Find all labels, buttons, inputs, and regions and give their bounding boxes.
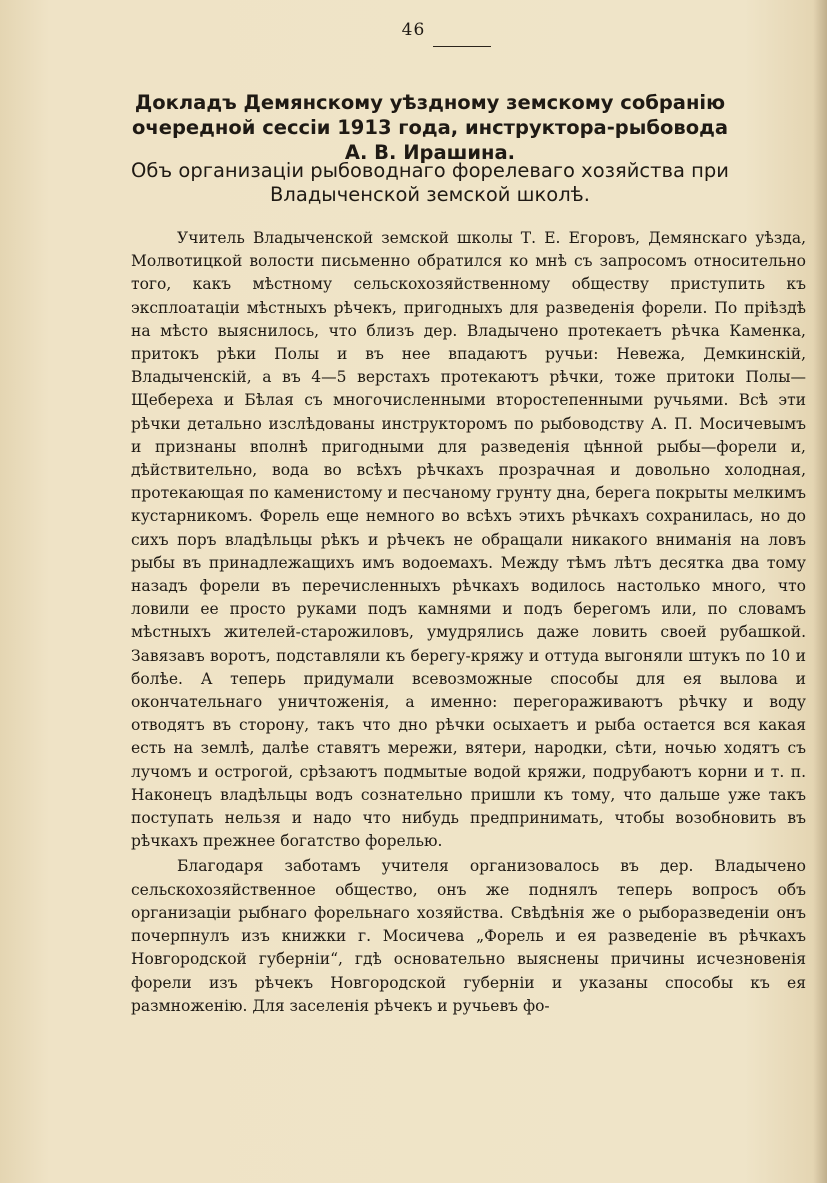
page-number: 46 (401, 20, 426, 40)
report-title: Докладъ Демянскому уѣздному земскому собранію очередной сессіи 1913 года, инструктора-рыбовода А. В. Ирашина. (131, 91, 729, 164)
paragraph-1: Учитель Владыченской земской школы Т. Е. Егоровъ, Демянскаго уѣзда, Молвотицкой волости письменно обратился ко мнѣ съ запросомъ относительно того, какъ мѣстному сельскохозяйственному обществу приступить къ эксплоатаціи мѣстныхъ рѣчекъ, пригодныхъ для разведенія форели. По пріѣздѣ на мѣсто выяснилось, что близъ дер. Владычено протекаетъ рѣчка Каменка, притокъ рѣки Полы и въ нее впадаютъ ручьи: Невежа, Демкинскій, Владыченскій, а въ 4—5 верстахъ протекаютъ рѣчки, тоже притоки Полы—Щебереха и Бѣлая съ многочисленными второстепенными ручьями. Всѣ эти рѣчки детально изслѣдованы инструкторомъ по рыбоводству А. П. Мосичевымъ и признаны вполнѣ пригодными для разведенія цѣнной рыбы—форели и, дѣйствительно, вода во всѣхъ рѣчкахъ прозрачная и довольно холодная, протекающая по каменистому и песчаному грунту дна, берега покрыты мелкимъ кустарникомъ. Форель еще немного во всѣхъ этихъ рѣчкахъ сохранилась, но до сихъ поръ владѣльцы рѣкъ и рѣчекъ не обращали никакого вниманія на ловъ рыбы въ принадлежащихъ имъ водоемахъ. Между тѣмъ лѣтъ десятка два тому назадъ форели въ перечисленныхъ рѣчкахъ водилось настолько много, что ловили ее просто руками подъ камнями и подъ берегомъ или, по словамъ мѣстныхъ жителей-старожиловъ, умудрялись даже ловить своей рубашкой. Завязавъ воротъ, подставляли къ берегу-кряжу и оттуда выгоняли штукъ по 10 и болѣе. А теперь придумали всевозможные способы для ея вылова и окончательнаго уничтоженія, а именно: перегораживаютъ рѣчку и воду отводятъ въ сторону, такъ что дно рѣчки осыхаетъ и рыба остается вся какая есть на землѣ, далѣе ставятъ мережи, вятери, народки, сѣти, ночью ходятъ съ лучомъ и острогой, срѣзаютъ подмытые водой кряжи, подрубаютъ корни и т. п. Наконецъ владѣльцы водъ сознательно пришли къ тому, что дальше уже такъ поступать нельзя и надо что нибудь предпринимать, чтобы возобновить въ рѣчкахъ прежнее богатство форелью. (131, 229, 806, 851)
paragraph-2: Благодаря заботамъ учителя организовалось въ дер. Владычено сельскохозяйственное общество, онъ же поднялъ теперь вопросъ объ организаціи рыбнаго форельнаго хозяйства. Свѣдѣнія же о рыборазведеніи онъ почерпнулъ изъ книжки г. Мосичева „Форель и ея разведеніе въ рѣчкахъ Новгородской губерніи“, гдѣ основательно выяснены причины исчезновенія форели изъ рѣчекъ Новгородской губерніи и указаны способы къ ея размноженію. Для заселенія рѣчекъ и ручьевъ фо- (131, 857, 806, 1015)
page-edge-shadow (813, 0, 827, 1183)
section-title: Объ организаціи рыбоводнаго форелеваго хозяйства при Владыченской земской школѣ. (131, 159, 729, 206)
body-text (131, 227, 806, 1018)
page-number-rule (433, 46, 491, 47)
